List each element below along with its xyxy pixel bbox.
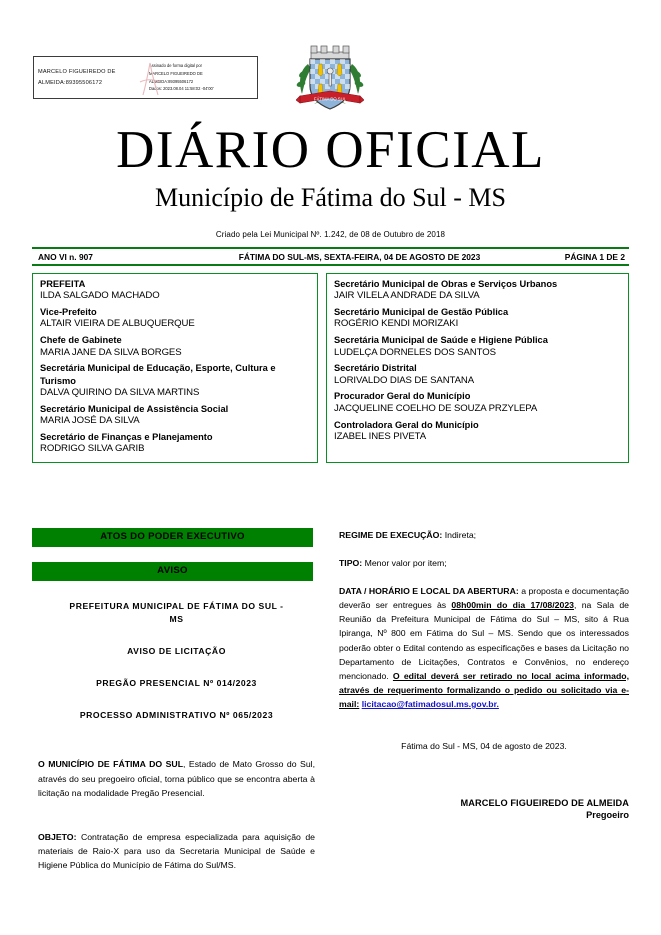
svg-text:FÁTIMA DO SUL: FÁTIMA DO SUL — [314, 96, 346, 102]
official-name: RODRIGO SILVA GARIB — [40, 443, 145, 455]
notice-edital-instructions: O edital deverá ser retirado no local acima informado, através de requerimento formalizando o pedido ou solicitado via e-mail: — [339, 670, 629, 709]
official-name: ILDA SALGADO MACHADO — [40, 290, 160, 302]
notice-signer-name: MARCELO FIGUEIREDO DE ALMEIDA — [460, 798, 629, 809]
notice-abertura-datetime: 08h00min do dia 17/08/2023 — [451, 600, 575, 611]
notice-heading-processo: PROCESSO ADMINISTRATIVO Nº 065/2023 — [79, 709, 274, 720]
issue-bar — [32, 247, 629, 266]
notice-objeto-text: Contratação de empresa especializada para aquisição de materiais de Raio-X para uso da Secretaria Municipal de Saúde e Higiene Pública do Município de Fátima do Sul/MS. — [38, 831, 315, 870]
signature-subject-line2: ALMEIDA:89395506172 — [38, 79, 103, 86]
official-role: Secretária Municipal de Saúde e Higiene Pública — [334, 335, 548, 346]
notice-tipo-label: TIPO: — [339, 558, 363, 569]
notice-heading-entity-line2: MS — [169, 613, 184, 624]
issue-page-number: PÁGINA 1 DE 2 — [564, 251, 625, 262]
official-role: Secretária Municipal de Educação, Esporte, Cultura e Turismo — [40, 363, 276, 386]
signature-detail-line2: MARCELO FIGUEIREDO DE — [149, 70, 203, 76]
signature-subject-line1: MARCELO FIGUEIREDO DE — [38, 69, 116, 76]
digital-signature-stamp — [33, 56, 258, 99]
licitacao-email-link[interactable]: licitacao@fatimadosul.ms.gov.br. — [361, 698, 499, 709]
notice-heading-pregao: PREGÃO PRESENCIAL Nº 014/2023 — [96, 677, 257, 688]
notice-intro-bold: O MUNICÍPIO DE FÁTIMA DO SUL — [38, 759, 184, 770]
official-role: Secretário Municipal de Obras e Serviços Urbanos — [334, 279, 558, 289]
notice-abertura-text-2: , na Sala de Reunião da Prefeitura Municipal de Fátima do Sul – MS, sito á Rua Ipiranga, Nº 800 em Fátima do Sul – MS. Sendo que os interessados poderão obter o Edital contendo as especificações e bases da Licitação no Departamento de Licitações, Contratos e Convênios, no endereço mencionado. — [339, 600, 629, 681]
masthead-law-line: Criado pela Lei Municipal Nº. 1.242, de 08 de Outubro de 2018 — [215, 229, 446, 239]
official-role: Secretário Municipal de Gestão Pública — [334, 307, 509, 318]
official-name: LUDELÇA DORNELES DOS SANTOS — [334, 346, 496, 358]
coat-of-arms-icon — [296, 42, 364, 120]
officials-column-left — [32, 273, 318, 463]
notice-tipo-text: Menor valor por item; — [362, 558, 447, 569]
notice-objeto-paragraph — [38, 830, 315, 872]
signature-details — [144, 62, 257, 94]
official-role: Secretário Distrital — [334, 363, 417, 374]
issue-year-number: ANO VI n. 907 — [38, 251, 93, 262]
official-name: LORIVALDO DIAS DE SANTANA — [334, 374, 475, 386]
notice-heading-entity-line1: PREFEITURA MUNICIPAL DE FÁTIMA DO SUL - — [69, 601, 284, 611]
notice-abertura-text-1: a proposta e documentação deverão ser entregues às — [339, 586, 630, 611]
official-name: JACQUELINE COELHO DE SOUZA PRZYLEPA — [334, 402, 538, 414]
official-name: IZABEL INES PIVETA — [334, 430, 427, 442]
official-name: MARIA JANE DA SILVA BORGES — [40, 346, 182, 358]
official-name: JAIR VILELA ANDRADE DA SILVA — [334, 290, 480, 302]
notice-regime-paragraph — [339, 528, 629, 542]
page-title: DIÁRIO OFICIAL — [116, 121, 545, 179]
signature-detail-line1: Assinado de forma digital por — [149, 62, 203, 68]
signature-subject — [34, 67, 144, 88]
notice-heading-entity — [38, 600, 315, 626]
notice-abertura-label: DATA / HORÁRIO E LOCAL DA ABERTURA: — [339, 586, 519, 597]
official-name: MARIA JOSÉ DA SILVA — [40, 415, 140, 427]
official-role: Chefe de Gabinete — [40, 335, 122, 346]
notice-regime-text: Indireta; — [442, 530, 477, 540]
official-role: Secretário de Finanças e Planejamento — [40, 431, 213, 442]
notice-abertura-paragraph — [339, 584, 629, 711]
section-banner-atos: ATOS DO PODER EXECUTIVO — [32, 528, 313, 547]
spacer — [38, 741, 315, 757]
official-name: ALTAIR VIEIRA DE ALBUQUERQUE — [40, 318, 195, 330]
signature-detail-line4: Dados: 2023.08.04 11:58:02 -04'00' — [149, 86, 214, 92]
notice-tipo-paragraph — [339, 556, 629, 570]
notice-intro-rest: , Estado de Mato Grosso do Sul, através do seu pregoeiro oficial, torna público que se encontra aberta à licitação na modalidade Pregão Presencial. — [38, 759, 316, 798]
issue-place-date: FÁTIMA DO SUL-MS, SEXTA-FEIRA, 04 DE AGOSTO DE 2023 — [238, 251, 481, 262]
official-role: Secretário Municipal de Assistência Social — [40, 403, 229, 414]
notice-objeto-label: OBJETO: — [38, 831, 77, 842]
signature-detail-line3: ALMEIDA:89395506172 — [149, 78, 194, 84]
notice-heading-type: AVISO DE LICITAÇÃO — [127, 645, 226, 656]
notice-column-left — [38, 600, 315, 886]
officials-column-right — [326, 273, 629, 463]
official-role: Controladora Geral do Município — [334, 419, 479, 430]
signature-box — [33, 56, 258, 99]
notice-column-right — [339, 528, 629, 820]
notice-signer-role: Pregoeiro — [586, 810, 629, 821]
notice-regime-label: REGIME DE EXECUÇÃO: — [339, 530, 443, 540]
official-role: Vice-Prefeito — [40, 307, 97, 318]
official-name: DALVA QUIRINO DA SILVA MARTINS — [40, 387, 200, 399]
official-name: ROGÉRIO KENDI MORIZAKI — [334, 318, 459, 330]
masthead — [0, 122, 661, 239]
spacer — [38, 814, 315, 830]
officials-table — [32, 273, 629, 463]
section-banner-aviso: AVISO — [32, 562, 313, 581]
official-role: PREFEITA — [40, 279, 86, 289]
masthead-subtitle: Município de Fátima do Sul - MS — [155, 183, 506, 213]
notice-place-date: Fátima do Sul - MS, 04 de agosto de 2023. — [401, 741, 567, 752]
official-role: Procurador Geral do Município — [334, 391, 471, 402]
notice-intro-paragraph — [38, 757, 315, 799]
